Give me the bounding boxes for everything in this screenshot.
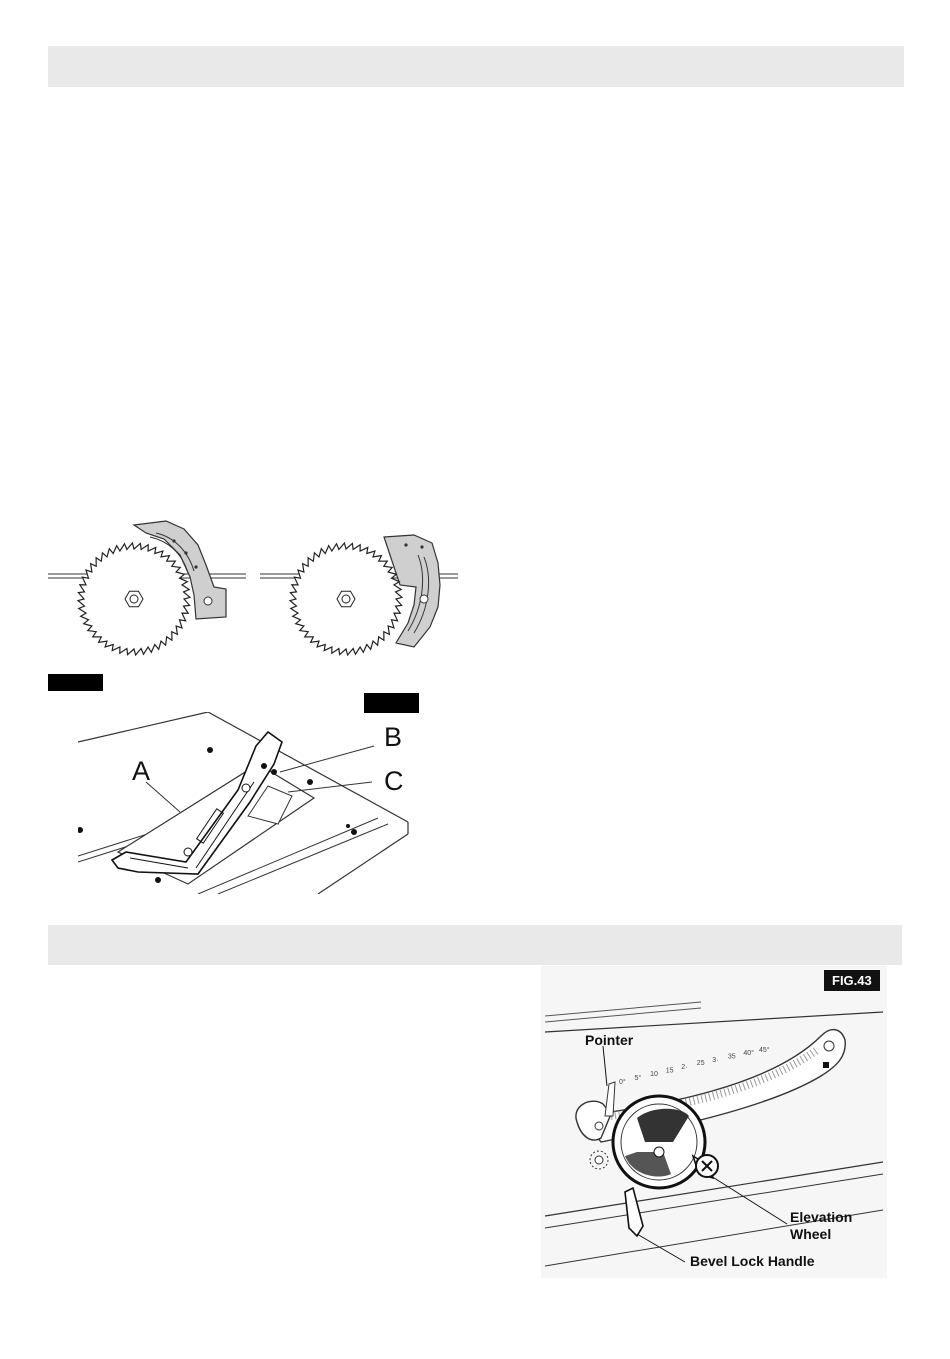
bevel-scale-mark: 25 xyxy=(696,1060,705,1068)
elevation-label-line2: Wheel xyxy=(790,1226,832,1242)
bevel-scale-mark: 0° xyxy=(619,1079,626,1086)
figure-tag-right xyxy=(364,693,419,713)
label-c: C xyxy=(384,766,404,796)
elevation-label-line1: Elevation xyxy=(790,1209,853,1225)
section-header-bar-bottom xyxy=(48,925,902,965)
bevel-scale-mark: 3· xyxy=(712,1056,719,1064)
fig43-bevel-figure xyxy=(541,966,887,1278)
bevel-lock-handle-label: Bevel Lock Handle xyxy=(690,1253,815,1269)
bevel-scale-mark: 40° xyxy=(743,1050,754,1058)
label-b: B xyxy=(384,722,403,752)
bevel-scale-mark: 15 xyxy=(665,1067,674,1075)
label-a: A xyxy=(132,756,151,786)
arbor-hole xyxy=(130,595,138,603)
bevel-scale-mark: 5° xyxy=(634,1075,642,1082)
bevel-scale-mark: 45° xyxy=(759,1047,770,1054)
bevel-scale-mark: 10 xyxy=(650,1071,658,1079)
figure-tag-left xyxy=(48,674,103,691)
pointer-label: Pointer xyxy=(585,1032,634,1048)
arbor-hole xyxy=(342,595,350,603)
saw-blade-right xyxy=(290,543,402,655)
bevel-scale-mark: 35 xyxy=(727,1053,736,1061)
section-header-bar-top xyxy=(48,46,904,87)
fig43-tag: FIG.43 xyxy=(824,970,880,991)
saw-blade-left xyxy=(78,543,190,655)
bevel-scale-mark: 2· xyxy=(681,1063,688,1071)
blade-riving-knife-figure xyxy=(46,515,460,661)
splitter-lever-figure xyxy=(78,712,418,894)
